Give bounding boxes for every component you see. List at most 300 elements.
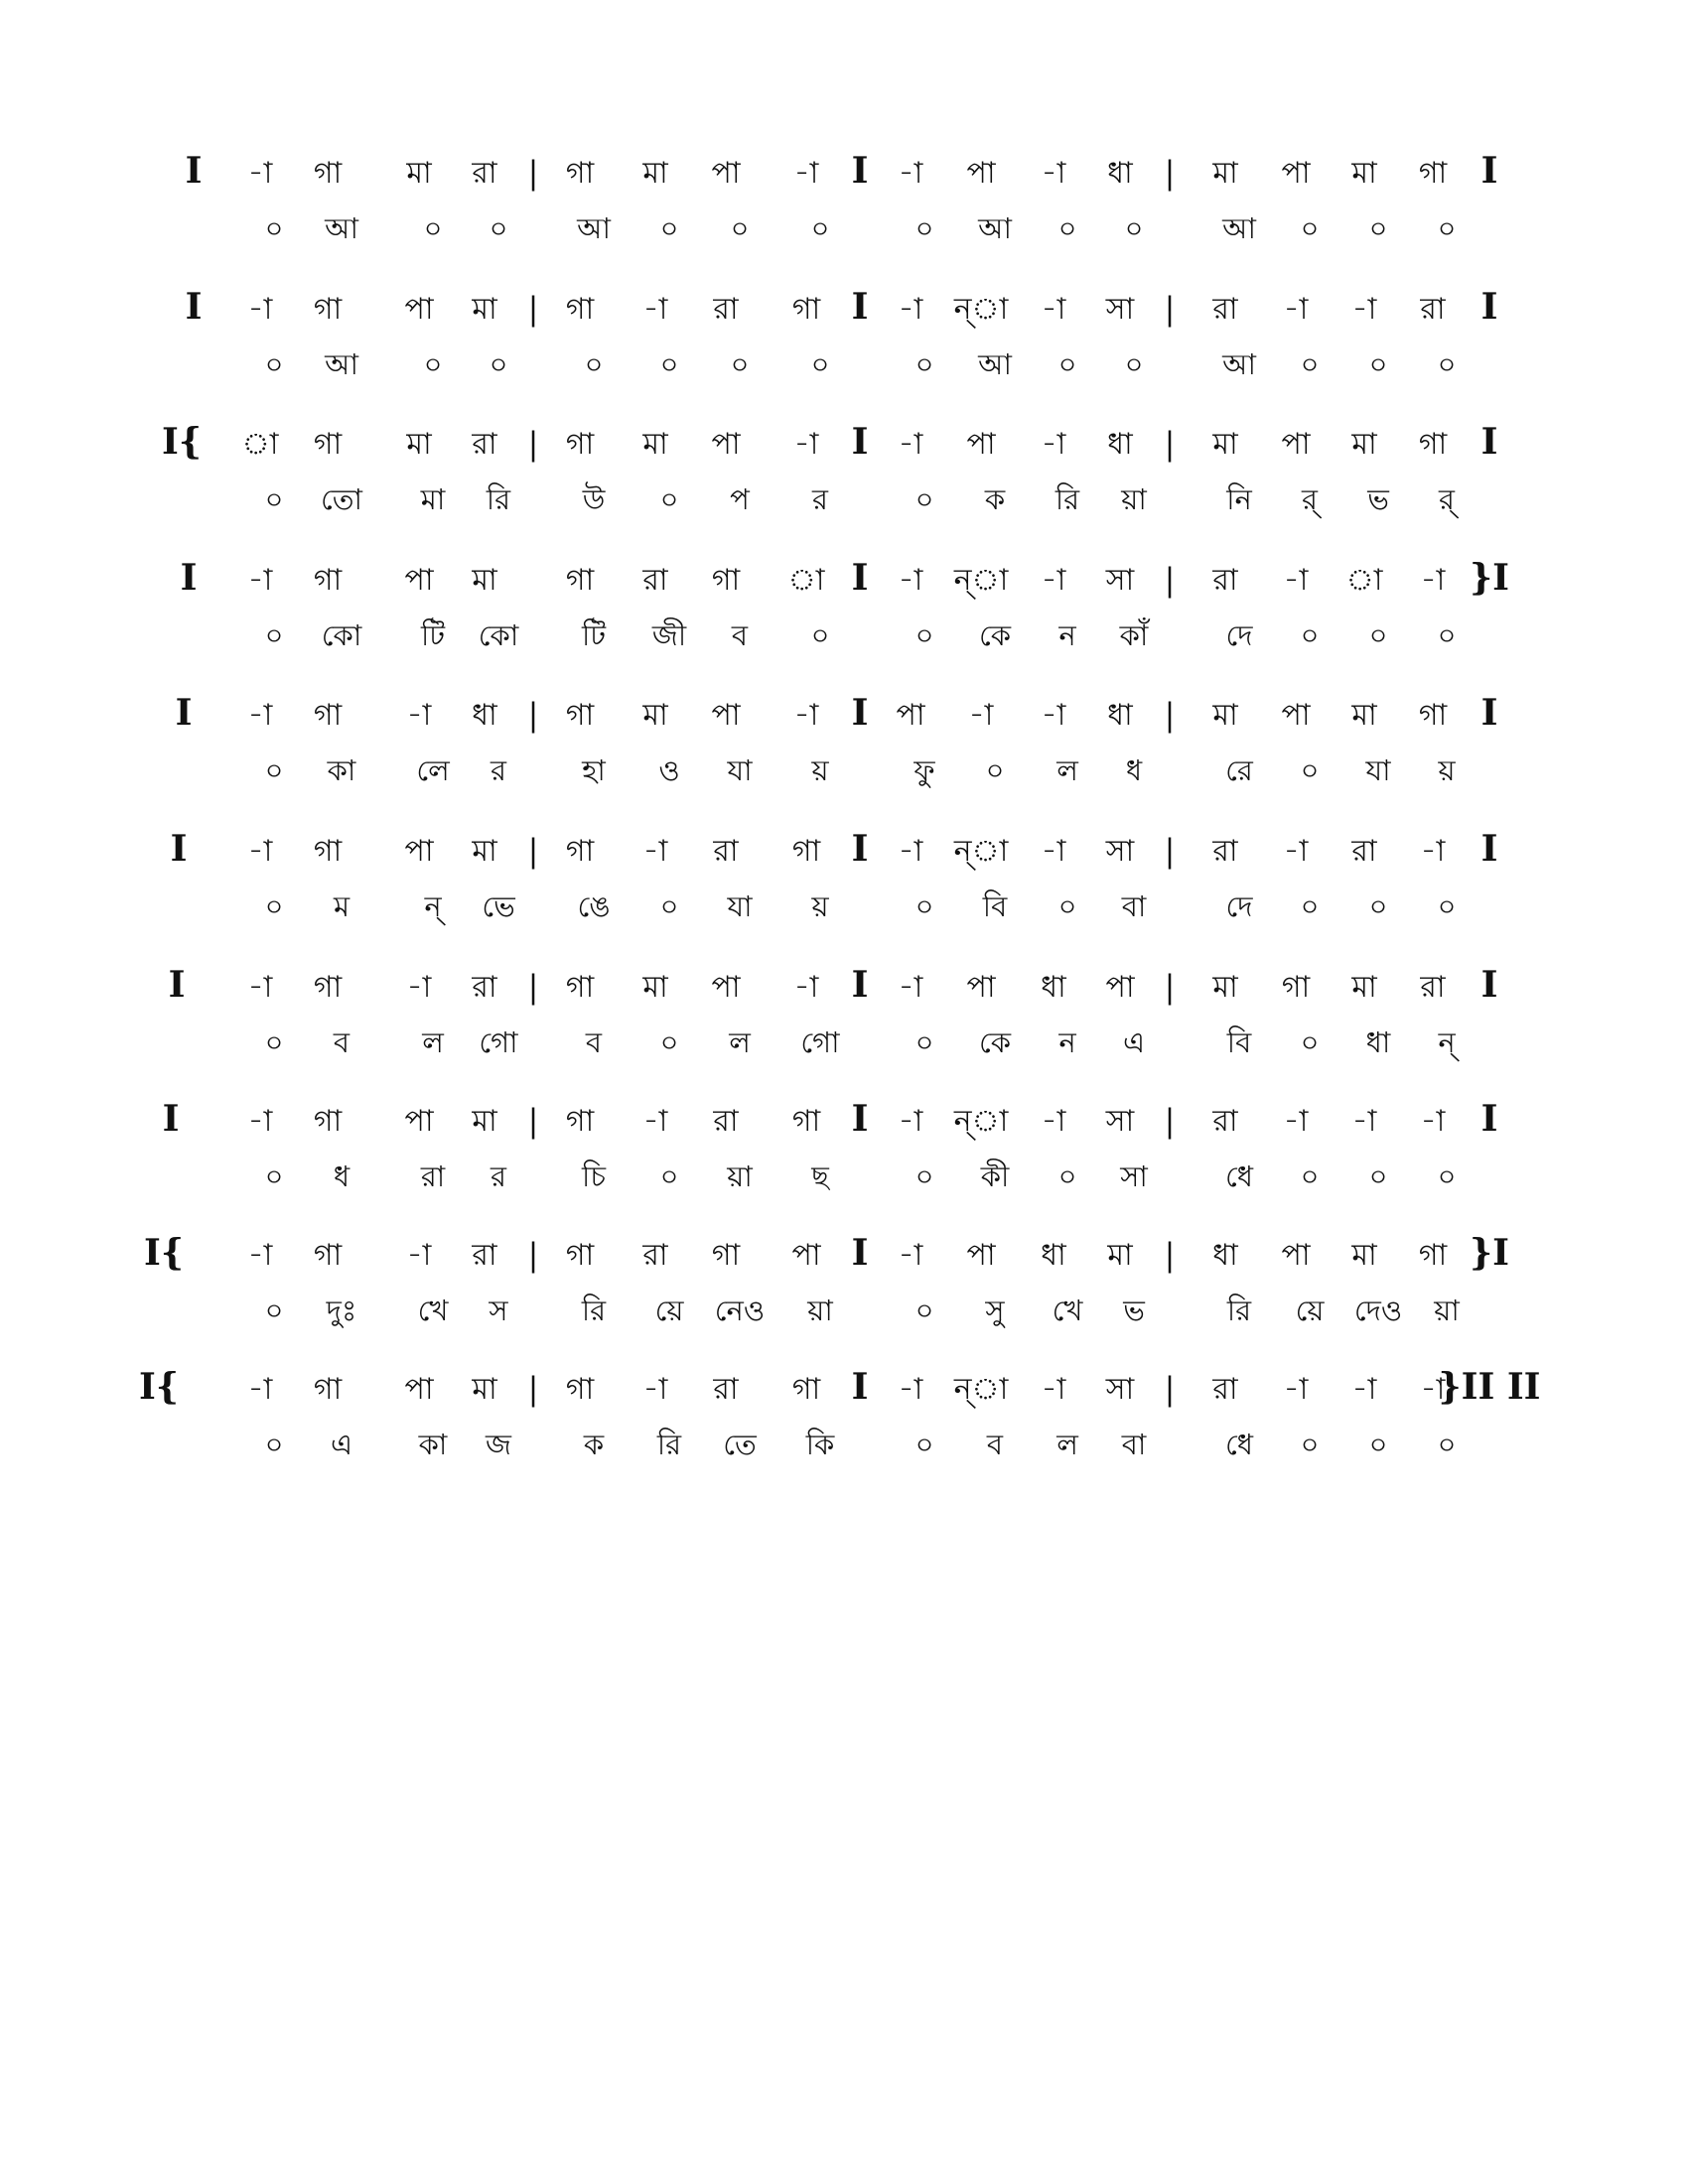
bar-line-opener: I{ [139,1366,179,1408]
swara-note: সা [1105,292,1135,327]
swara-note: মা [1107,1238,1133,1273]
lyric-syllable: ০ [423,211,443,245]
beat-divider: | [527,1236,539,1274]
swara-note: গা [565,427,595,462]
swara-note: পা [1281,1238,1311,1273]
lyric-syllable: আ [978,211,1012,245]
swara-note: রা [642,563,668,598]
lyric-syllable: রি [656,1428,682,1461]
bar-line-opener: I{ [162,421,202,463]
swara-note: রা [713,834,739,869]
swara-note: -া [247,563,273,598]
lyric-syllable: ০ [1437,889,1457,923]
notation-row [0,421,1688,539]
swara-note: রা [472,970,497,1005]
lyric-syllable: ০ [810,618,830,652]
swara-note: সা [1105,834,1135,869]
lyric-syllable: জ [486,1428,511,1461]
swara-note: -া [898,1104,923,1139]
lyric-syllable: ০ [1300,753,1320,787]
swara-note: -া [1283,1104,1309,1139]
lyric-syllable: দুঃ [326,1294,357,1327]
lyric-syllable: টি [581,618,607,652]
swara-note: রা [713,292,739,327]
swara-note: -া [406,698,432,733]
lyric-syllable: ০ [914,1025,934,1059]
swara-note: পা [404,292,434,327]
swara-note: সা [1105,1104,1135,1139]
lyric-syllable: ০ [1124,211,1144,245]
swara-note: -া [247,834,273,869]
lyric-syllable: আ [325,347,358,381]
notation-row [0,557,1688,675]
lyric-syllable: গো [479,1025,518,1059]
lyric-syllable: লে [416,753,450,787]
bar-line: I [851,286,869,328]
lyric-syllable: কে [978,618,1012,652]
lyric-syllable: ০ [1124,347,1144,381]
swara-note: পা [1105,970,1135,1005]
bar-line: I [851,828,869,870]
bar-line-opener: I [170,828,188,870]
lyric-syllable: ক [984,482,1006,516]
swara-note: গা [711,1238,741,1273]
swara-note: -া [898,1372,923,1407]
lyric-syllable: ব [986,1428,1004,1461]
swara-note: -া [898,563,923,598]
swara-note: ধা [1041,1238,1066,1273]
swara-note: -া [247,970,273,1005]
lyric-syllable: ০ [1300,889,1320,923]
lyric-syllable: য়া [1121,482,1147,516]
swara-note: -া [1420,1104,1446,1139]
swara-note: মা [1351,156,1377,191]
notation-row [0,150,1688,268]
lyric-syllable: ধে [1224,1428,1254,1461]
beat-divider: | [527,425,539,463]
lyric-syllable: য় [1438,753,1456,787]
swara-note: পা [1281,698,1311,733]
lyric-syllable: ০ [264,1428,284,1461]
swara-note: -া [1420,1372,1446,1407]
swara-note: -া [247,292,273,327]
lyric-syllable: এ [1122,1025,1146,1059]
lyric-syllable: ০ [730,211,750,245]
bar-line-opener: I [180,557,198,599]
lyric-syllable: বা [1121,889,1147,923]
notation-row [0,828,1688,946]
swara-note: পা [404,1104,434,1139]
swara-note: মা [1351,1238,1377,1273]
swara-note: -া [1420,563,1446,598]
swara-note: ধা [1107,156,1133,191]
lyric-syllable: কা [418,1428,448,1461]
swara-note: -া [642,1372,668,1407]
swara-note: গা [791,292,821,327]
lyric-syllable: জী [651,618,687,652]
bar-line: }I [1470,1232,1509,1274]
lyric-syllable: যা [1365,753,1391,787]
lyric-syllable: তে [723,1428,757,1461]
lyric-syllable: ল [729,1025,751,1059]
lyric-syllable: রা [420,1160,446,1193]
lyric-syllable: কো [478,618,519,652]
lyric-syllable: ০ [1368,1160,1388,1193]
swara-note: গা [313,292,343,327]
swara-note: ন্‌া [953,563,1009,598]
lyric-syllable: ০ [659,1025,679,1059]
lyric-syllable: ভে [482,889,515,923]
swara-note: পা [711,427,741,462]
lyric-syllable: রি [1055,482,1080,516]
lyric-syllable: ০ [1437,211,1457,245]
swara-note: গা [791,834,821,869]
lyric-syllable: ০ [1300,347,1320,381]
lyric-syllable: কী [980,1160,1010,1193]
lyric-syllable: ন [1058,1025,1076,1059]
lyric-syllable: ব [731,618,749,652]
swara-note: -া [793,698,819,733]
bar-line-opener: I [185,286,203,328]
swara-note: -া [898,970,923,1005]
swara-note: পা [896,698,925,733]
lyric-syllable: প [730,482,750,516]
lyric-syllable: ০ [1368,889,1388,923]
swara-note: গা [565,834,595,869]
lyric-syllable: নেও [714,1294,766,1327]
lyric-syllable: ০ [1368,1428,1388,1461]
lyric-syllable: রে [1225,753,1253,787]
swara-note: রা [1212,834,1238,869]
swara-note: মা [472,1372,497,1407]
swara-note: -া [1351,1104,1377,1139]
swara-note: -া [793,156,819,191]
swara-note: -া [642,1104,668,1139]
lyric-syllable: সু [985,1294,1005,1327]
swara-note: মা [406,156,432,191]
lyric-syllable: ০ [1368,618,1388,652]
beat-divider: | [527,696,539,734]
lyric-syllable: ল [422,1025,444,1059]
lyric-syllable: ০ [1300,1428,1320,1461]
swara-note: পা [711,970,741,1005]
swara-note: পা [791,1238,821,1273]
lyric-syllable: ০ [584,347,604,381]
swara-note: গা [791,1104,821,1139]
lyric-syllable: ০ [914,1160,934,1193]
swara-note: -া [247,1238,273,1273]
lyric-syllable: ০ [1057,889,1077,923]
bar-line: }I [1470,557,1509,599]
swara-note: মা [1351,970,1377,1005]
lyric-syllable: ০ [1057,1160,1077,1193]
lyric-syllable: কো [321,618,362,652]
bar-line: I [851,421,869,463]
lyric-syllable: যা [727,753,753,787]
bar-line: I [1480,421,1498,463]
swara-note: রা [713,1104,739,1139]
lyric-syllable: ব [333,1025,351,1059]
swara-note: গা [313,698,343,733]
swara-note: গা [313,1372,343,1407]
swara-note: গা [711,563,741,598]
swara-note: গা [791,1372,821,1407]
lyric-syllable: কা [327,753,356,787]
swara-note: -া [247,1372,273,1407]
swara-note: -া [1041,156,1066,191]
swara-note: ধা [472,698,497,733]
bar-line: I [851,964,869,1006]
lyric-syllable: ধে [1224,1160,1254,1193]
lyric-syllable: উ [582,482,606,516]
lyric-syllable: ০ [264,618,284,652]
swara-note: মা [1212,427,1238,462]
swara-note: ন্‌া [953,834,1009,869]
swara-note: ন্‌া [953,1104,1009,1139]
swara-note: রা [1212,292,1238,327]
lyric-syllable: এ [330,1428,353,1461]
notation-row [0,692,1688,810]
lyric-syllable: য় [811,889,829,923]
lyric-syllable: ০ [659,347,679,381]
swara-note: -া [1351,292,1377,327]
beat-divider: | [1164,968,1176,1006]
lyric-syllable: তো [321,482,362,516]
swara-note: পা [404,563,434,598]
bar-line: I [1480,828,1498,870]
lyric-syllable: ০ [1437,347,1457,381]
lyric-syllable: য়া [1434,1294,1460,1327]
swara-note: মা [642,970,668,1005]
swara-note: মা [1351,427,1377,462]
swara-note: -া [1041,698,1066,733]
beat-divider: | [1164,154,1176,192]
swara-note: -া [1283,292,1309,327]
bar-line: I [851,1366,869,1408]
swara-note: রা [642,1238,668,1273]
swara-note: গা [1418,1238,1448,1273]
bar-line-opener: I [168,964,186,1006]
bar-line: I [851,557,869,599]
swara-note: -া [898,427,923,462]
lyric-syllable: ০ [1300,1025,1320,1059]
lyric-syllable: ০ [1368,347,1388,381]
swara-note: গা [313,834,343,869]
lyric-syllable: গো [800,1025,840,1059]
swara-note: -া [406,970,432,1005]
swara-note: -া [898,292,923,327]
bar-line: I [1480,692,1498,734]
swara-note: মা [406,427,432,462]
lyric-syllable: ০ [264,482,284,516]
swara-note: -া [898,156,923,191]
lyric-syllable: ন্‌ [424,889,442,923]
swara-note: গা [565,156,595,191]
lyric-syllable: ফু [914,753,935,787]
swara-note: গা [1418,698,1448,733]
swara-note: া [787,563,825,598]
lyric-syllable: আ [1222,211,1256,245]
lyric-syllable: ধ [1125,753,1143,787]
lyric-syllable: আ [325,211,358,245]
swara-note: া [241,427,279,462]
swara-note: রা [1420,292,1446,327]
lyric-syllable: ০ [1300,618,1320,652]
swara-note: ন্‌া [953,292,1009,327]
swara-note: রা [472,1238,497,1273]
swara-note: ধা [1041,970,1066,1005]
lyric-syllable: ০ [264,347,284,381]
lyric-syllable: ০ [659,482,679,516]
swara-note: -া [793,970,819,1005]
bar-line-opener: I [162,1098,180,1140]
lyric-syllable: ল [1056,753,1078,787]
swara-note: -া [406,1238,432,1273]
bar-line: I [851,1232,869,1274]
lyric-syllable: র্ [1302,482,1318,516]
lyric-syllable: কে [978,1025,1012,1059]
lyric-syllable: ছ [811,1160,829,1193]
lyric-syllable: নি [1226,482,1252,516]
beat-divider: | [1164,696,1176,734]
lyric-syllable: ০ [914,889,934,923]
lyric-syllable: র [491,1160,506,1193]
bar-line: I [851,692,869,734]
lyric-syllable: ০ [914,482,934,516]
swara-note: গা [565,1238,595,1273]
swara-note: -া [1041,563,1066,598]
lyric-syllable: ঙে [577,889,611,923]
lyric-syllable: ০ [730,347,750,381]
swara-note: মা [642,698,668,733]
lyric-syllable: রি [1226,1294,1252,1327]
beat-divider: | [527,154,539,192]
lyric-syllable: ০ [1368,211,1388,245]
lyric-syllable: ০ [914,1428,934,1461]
lyric-syllable: ভ [1367,482,1389,516]
lyric-syllable: ০ [264,1025,284,1059]
swara-note: গা [313,1238,343,1273]
swara-note: গা [1281,970,1311,1005]
swara-note: -া [898,834,923,869]
lyric-syllable: বা [1121,1428,1147,1461]
lyric-syllable: ধ [333,1160,351,1193]
swara-note: -া [1283,563,1309,598]
swara-note: গা [313,970,343,1005]
swara-note: -া [1041,292,1066,327]
swara-note: রা [472,156,497,191]
beat-divider: | [527,832,539,870]
lyric-syllable: স [489,1294,508,1327]
lyric-syllable: ০ [914,1294,934,1327]
swara-note: মা [472,1104,497,1139]
lyric-syllable: দে [1225,618,1253,652]
lyric-syllable: টি [420,618,446,652]
lyric-syllable: য়া [727,1160,753,1193]
lyric-syllable: চি [582,1160,606,1193]
swara-note: ন্‌া [953,1372,1009,1407]
lyric-syllable: হা [582,753,606,787]
lyric-syllable: য়ে [654,1294,684,1327]
swara-note: -া [898,1238,923,1273]
swara-note: -া [968,698,994,733]
lyric-syllable: ০ [1437,1428,1457,1461]
bar-line: I [1480,1098,1498,1140]
lyric-syllable: ০ [985,753,1005,787]
lyric-syllable: য়ে [1295,1294,1325,1327]
swara-note: পা [966,427,996,462]
beat-divider: | [1164,425,1176,463]
swara-note: -া [247,156,273,191]
swara-note: -া [1041,427,1066,462]
beat-divider: | [1164,1370,1176,1408]
bar-line: I [851,150,869,192]
lyric-syllable: ০ [1057,211,1077,245]
lyric-syllable: বি [982,889,1008,923]
lyric-syllable: ম [333,889,351,923]
swara-note: মা [472,563,497,598]
lyric-syllable: সা [1120,1160,1148,1193]
lyric-syllable: র্ [1439,482,1455,516]
swara-note: রা [713,1372,739,1407]
lyric-syllable: ০ [264,1160,284,1193]
lyric-syllable: ন্‌ [1438,1025,1456,1059]
lyric-syllable: দেও [1353,1294,1403,1327]
swara-note: পা [966,156,996,191]
swara-note: -া [247,698,273,733]
swara-note: পা [711,156,741,191]
swara-note: গা [313,156,343,191]
lyric-syllable: র [491,753,506,787]
bar-line-opener: I{ [144,1232,184,1274]
lyric-syllable: ০ [489,347,508,381]
lyric-syllable: ০ [1437,1160,1457,1193]
lyric-syllable: ধা [1365,1025,1391,1059]
swara-note: ধা [1107,427,1133,462]
lyric-syllable: খে [1052,1294,1083,1327]
swara-note: পা [1281,156,1311,191]
lyric-syllable: ০ [914,618,934,652]
swara-note: গা [565,1104,595,1139]
swara-note: গা [565,698,595,733]
swara-note: গা [313,563,343,598]
swara-note: মা [1212,970,1238,1005]
swara-note: মা [472,834,497,869]
swara-note: -া [1351,1372,1377,1407]
lyric-syllable: ল [1056,1428,1078,1461]
lyric-syllable: কি [805,1428,835,1461]
lyric-syllable: কাঁ [1119,618,1149,652]
lyric-syllable: রি [486,482,511,516]
lyric-syllable: ০ [264,1294,284,1327]
swara-note: ধা [1212,1238,1238,1273]
swara-note: রা [1420,970,1446,1005]
swara-note: -া [247,1104,273,1139]
swara-note: পা [404,834,434,869]
beat-divider: | [527,1370,539,1408]
swara-note: -া [793,427,819,462]
bar-line: }II II [1438,1366,1541,1408]
lyric-syllable: ০ [1057,347,1077,381]
swara-note: পা [966,970,996,1005]
notation-row [0,1232,1688,1350]
lyric-syllable: ০ [914,347,934,381]
bar-line-opener: I [185,150,203,192]
swara-note: গা [565,563,595,598]
swara-note: পা [966,1238,996,1273]
lyric-syllable: আ [1222,347,1256,381]
swara-note: -া [1420,834,1446,869]
